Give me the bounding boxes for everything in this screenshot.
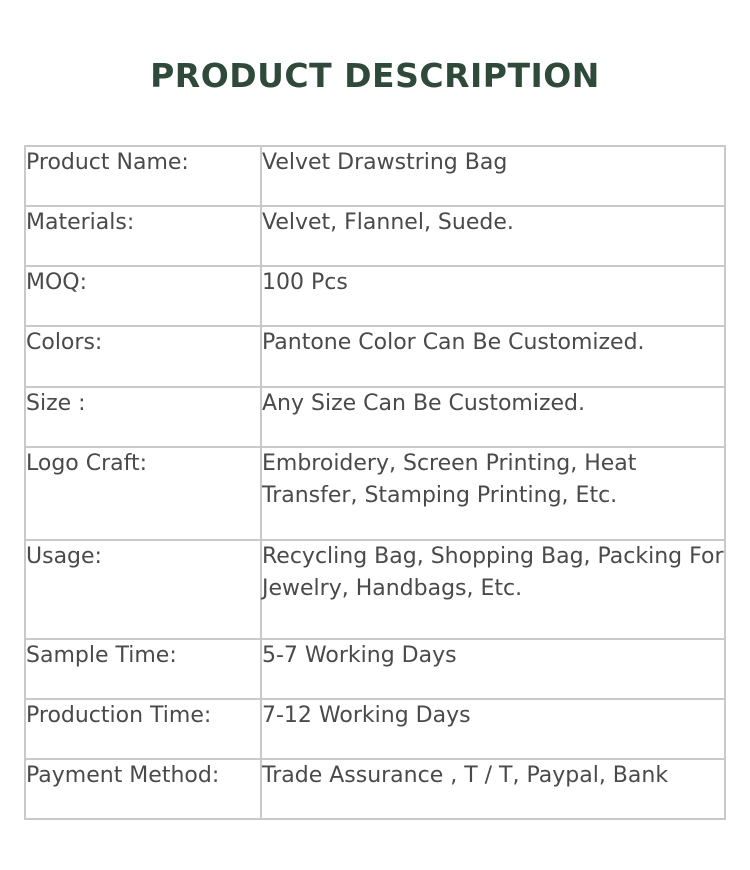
table-row bbox=[25, 387, 725, 447]
page-title: PRODUCT DESCRIPTION bbox=[150, 56, 600, 95]
row-value: Recycling Bag, Shopping Bag, Packing For Jewelry, Handbags, Etc. bbox=[261, 540, 725, 639]
row-label: Production Time: bbox=[25, 699, 261, 759]
row-label: Size : bbox=[25, 387, 261, 447]
row-label: Colors: bbox=[25, 326, 261, 387]
row-label: Payment Method: bbox=[25, 759, 261, 819]
row-value: Pantone Color Can Be Customized. bbox=[261, 326, 725, 387]
row-value: 100 Pcs bbox=[261, 266, 725, 326]
table-row bbox=[25, 759, 725, 819]
row-label: Materials: bbox=[25, 206, 261, 266]
row-label: Logo Craft: bbox=[25, 447, 261, 540]
row-value: 5-7 Working Days bbox=[261, 639, 725, 699]
row-label: Product Name: bbox=[25, 146, 261, 206]
table-row bbox=[25, 146, 725, 206]
table-row bbox=[25, 699, 725, 759]
row-value: Any Size Can Be Customized. bbox=[261, 387, 725, 447]
row-value: Embroidery, Screen Printing, Heat Transfer, Stamping Printing, Etc. bbox=[261, 447, 725, 540]
row-label: Sample Time: bbox=[25, 639, 261, 699]
row-value: Velvet, Flannel, Suede. bbox=[261, 206, 725, 266]
table-row bbox=[25, 540, 725, 639]
row-value: 7-12 Working Days bbox=[261, 699, 725, 759]
product-spec-table bbox=[24, 145, 726, 820]
table-row bbox=[25, 266, 725, 326]
row-label: MOQ: bbox=[25, 266, 261, 326]
table-row bbox=[25, 206, 725, 266]
table-row bbox=[25, 326, 725, 387]
row-value: Trade Assurance , T / T, Paypal, Bank bbox=[261, 759, 725, 819]
row-value: Velvet Drawstring Bag bbox=[261, 146, 725, 206]
row-label: Usage: bbox=[25, 540, 261, 639]
table-row bbox=[25, 447, 725, 540]
table-row bbox=[25, 639, 725, 699]
